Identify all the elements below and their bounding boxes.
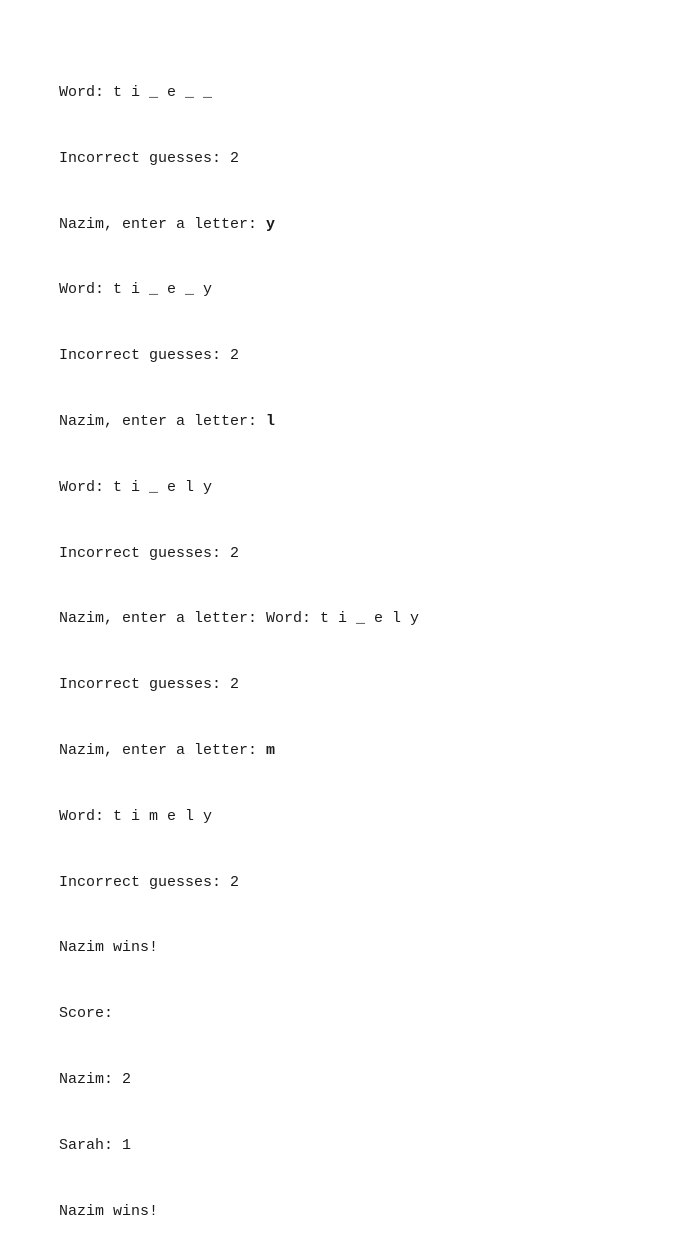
line-text: Word: t i m e l y	[59, 807, 213, 825]
user-input: m	[266, 741, 276, 759]
line-text: Word: t i _ e _ _	[59, 84, 213, 101]
line-text: Incorrect guesses: 2	[59, 544, 240, 562]
line-text: Incorrect guesses: 2	[59, 873, 240, 891]
line-text: Incorrect guesses: 2	[59, 149, 240, 167]
console-line-word	[59, 83, 679, 115]
user-input: l	[266, 412, 276, 430]
line-text: Nazim wins!	[59, 1202, 159, 1220]
line-text: Word: t i _ e l y	[59, 478, 213, 496]
console-line-score	[59, 1136, 679, 1168]
line-text: Sarah: 1	[59, 1136, 132, 1154]
console-line-incorrect-guesses	[59, 675, 679, 707]
line-text: Nazim wins!	[59, 939, 159, 957]
line-text: Incorrect guesses: 2	[59, 676, 240, 694]
console-line-result	[59, 938, 679, 970]
line-text: Word: t i _ e _ y	[59, 281, 213, 299]
line-text: Score:	[59, 1005, 114, 1023]
console-line-incorrect-guesses	[59, 544, 679, 576]
console-line-result	[59, 1202, 679, 1234]
console-line-word	[59, 478, 679, 510]
console-line-prompt	[59, 609, 679, 641]
line-text: Nazim, enter a letter:	[59, 741, 267, 759]
console-line-score-header	[59, 1004, 679, 1036]
console-line-word	[59, 807, 679, 839]
console-line-prompt	[59, 412, 679, 444]
console-line-score	[59, 1070, 679, 1102]
line-text: Nazim: 2	[59, 1070, 132, 1088]
console-line-incorrect-guesses	[59, 873, 679, 905]
console-line-prompt	[59, 741, 679, 773]
console-line-incorrect-guesses	[59, 346, 679, 378]
console-output	[59, 49, 679, 1244]
line-text: Nazim, enter a letter:	[59, 412, 267, 430]
console-line-incorrect-guesses	[59, 149, 679, 181]
line-text: Incorrect guesses: 2	[59, 347, 240, 365]
console-line-prompt	[59, 215, 679, 247]
line-text: Nazim, enter a letter:	[59, 215, 267, 233]
console-line-word	[59, 280, 679, 312]
line-text: Nazim, enter a letter: Word: t i _ e l y	[59, 610, 420, 628]
user-input: y	[266, 215, 276, 233]
